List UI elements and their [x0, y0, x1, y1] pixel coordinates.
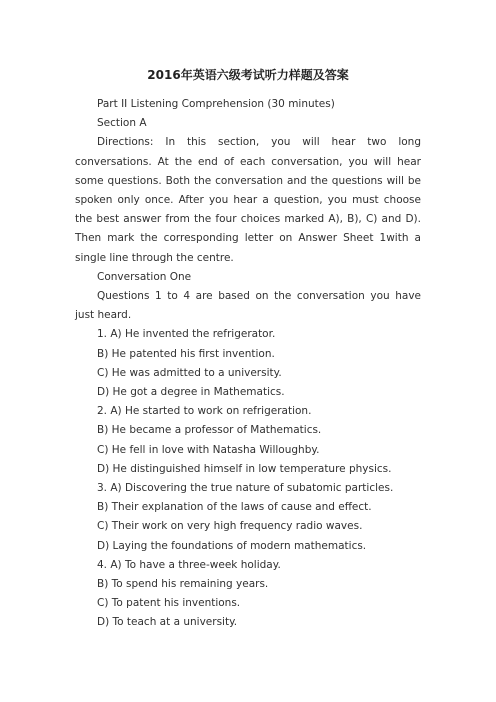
- page-title: 2016年英语六级考试听力样题及答案: [147, 68, 349, 82]
- answer-option: 2. A) He started to work on refrigeration.: [97, 405, 312, 418]
- answer-option: D) He distinguished himself in low temperature physics.: [97, 462, 392, 475]
- answer-option: B) He became a professor of Mathematics.: [97, 424, 322, 437]
- answer-option: C) He fell in love with Natasha Willoughby.: [97, 443, 320, 456]
- answer-option: D) To teach at a university.: [97, 616, 238, 629]
- answer-option: B) To spend his remaining years.: [97, 578, 269, 591]
- answer-option: D) Laying the foundations of modern mathematics.: [97, 539, 367, 552]
- answer-option: B) Their explanation of the laws of cause and effect.: [97, 501, 372, 514]
- document-body: [75, 95, 421, 633]
- answer-option: 1. A) He invented the refrigerator.: [97, 328, 276, 341]
- questions-instruction: Questions 1 to 4 are based on the conversation you have just heard.: [75, 290, 421, 322]
- directions-paragraph: Directions: In this section, you will hear two long conversations. At the end of each conversation, you will hear some questions. Both the conversation and the questions will be spoken only once. After you hear a question, you must choose the best answer from the four choices marked A), B), C) and D). Then mark the corresponding letter on Answer Sheet 1with a single line through the centre.: [75, 136, 421, 264]
- answer-option: 4. A) To have a three-week holiday.: [97, 558, 281, 571]
- part-heading: Part II Listening Comprehension (30 minutes): [97, 98, 335, 110]
- answer-option: C) He was admitted to a university.: [97, 366, 282, 379]
- conversation-heading: Conversation One: [97, 270, 192, 283]
- answer-option: B) He patented his first invention.: [97, 347, 275, 360]
- answer-option: C) To patent his inventions.: [97, 597, 241, 610]
- answer-option: C) Their work on very high frequency radio waves.: [97, 520, 363, 533]
- section-heading: Section A: [97, 117, 147, 130]
- answer-option: 3. A) Discovering the true nature of subatomic particles.: [97, 482, 394, 495]
- answer-option: D) He got a degree in Mathematics.: [97, 386, 285, 399]
